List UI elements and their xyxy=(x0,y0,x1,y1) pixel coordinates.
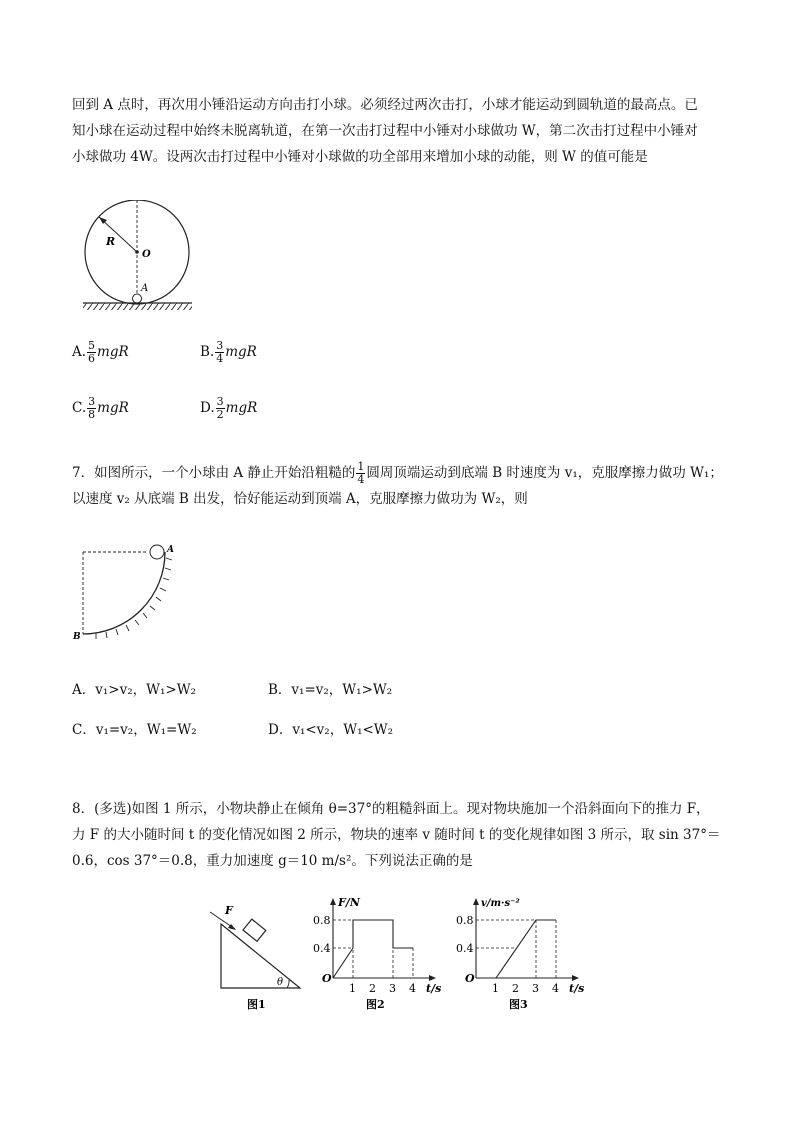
y-axis-label: v/m·s⁻² xyxy=(481,898,520,909)
x-axis-arrow xyxy=(429,975,436,981)
quarter-fraction: $\frac{1}{4}$ xyxy=(357,460,365,486)
x-tick-1: 1 xyxy=(349,982,356,995)
option-expr: mgR xyxy=(225,400,258,416)
guide-lines xyxy=(333,920,413,978)
force-curve xyxy=(333,920,413,978)
option-letter: C. xyxy=(72,400,87,416)
option-letter: B. xyxy=(200,344,215,360)
option-fraction: $\frac{5}{6}$ xyxy=(88,339,96,365)
q6-option-d[interactable] xyxy=(200,396,257,421)
ball-at-A xyxy=(150,545,164,559)
y-tick-0.8: 0.8 xyxy=(456,914,474,927)
x-tick-2: 2 xyxy=(369,982,376,995)
x-tick-1: 1 xyxy=(492,982,499,995)
q6-stem-line1: 回到 A 点时，再次用小锤沿运动方向击打小球。必须经过两次击打，小球才能运动到圆轨道的最高点。已 xyxy=(72,97,698,113)
q8-stem-line1: 8．(多选)如图 1 所示，小物块静止在倾角 θ=37°的粗糙斜面上。现对物块施加一个沿斜面向下的推力 F， xyxy=(72,801,710,817)
arc-hatch xyxy=(96,558,172,639)
q6-stem xyxy=(72,92,732,170)
label-O: O xyxy=(142,249,151,260)
velocity-curve xyxy=(496,920,556,978)
x-tick-4: 4 xyxy=(552,982,559,995)
option-fraction: $\frac{3}{8}$ xyxy=(88,395,96,421)
q8-fig2-force-time-graph xyxy=(312,892,452,1017)
x-tick-4: 4 xyxy=(409,982,416,995)
label-A: A xyxy=(141,283,149,294)
y-axis-arrow xyxy=(330,898,336,905)
y-tick-0.4: 0.4 xyxy=(456,942,474,955)
origin-label: O xyxy=(322,972,332,985)
q7-option-d[interactable]: D．v₁<v₂，W₁<W₂ xyxy=(268,722,394,738)
x-tick-3: 3 xyxy=(532,982,539,995)
option-expr: mgR xyxy=(97,400,129,416)
center-point xyxy=(135,250,139,254)
q8-stem-line2: 力 F 的大小随时间 t 的变化情况如图 2 所示，物块的速率 v 随时间 t 的变化规律如图 3 所示，取 sin 37°＝ xyxy=(72,827,721,843)
option-expr: mgR xyxy=(225,344,257,360)
q7-quarter-circle-figure xyxy=(70,538,190,648)
x-axis-label: t/s xyxy=(569,982,585,995)
q7-option-a[interactable]: A．v₁>v₂，W₁>W₂ xyxy=(72,682,197,698)
q7-stem-line1: 7．如图所示，一个小球由 A 静止开始沿粗糙的 $\frac{1}{4}$ 圆周顶端运动到底端 B 时速度为 v₁，克服摩擦力做功 W₁； xyxy=(72,460,723,486)
x-tick-2: 2 xyxy=(512,982,519,995)
option-fraction: $\frac{3}{4}$ xyxy=(216,339,224,365)
q8-fig3-velocity-time-graph xyxy=(455,892,595,1017)
q8-stem xyxy=(72,796,732,874)
angle-arc xyxy=(287,980,289,988)
q6-option-c[interactable] xyxy=(72,396,129,421)
x-axis-arrow xyxy=(572,975,579,981)
option-expr: mgR xyxy=(97,344,129,360)
y-tick-0.8: 0.8 xyxy=(313,914,331,927)
label-R: R xyxy=(106,235,116,248)
label-F: F xyxy=(225,904,233,917)
q6-stem-line3: 小球做功 4W。设两次击打过程中小锤对小球做的功全部用来增加小球的动能，则 W 的值可能是 xyxy=(72,149,648,165)
option-fraction: $\frac{3}{2}$ xyxy=(216,395,224,421)
x-axis-label: t/s xyxy=(426,982,442,995)
ball-at-A xyxy=(133,294,142,303)
fig2-caption: 图2 xyxy=(366,998,385,1011)
q8-fig1-incline xyxy=(205,900,305,1015)
label-theta: θ xyxy=(277,977,284,988)
quarter-arc xyxy=(83,552,165,634)
q7-stem xyxy=(72,460,732,512)
q6-option-a[interactable] xyxy=(72,340,129,365)
y-tick-0.4: 0.4 xyxy=(313,942,331,955)
q7-option-c[interactable]: C．v₁=v₂，W₁=W₂ xyxy=(72,722,197,738)
q6-stem-line2: 知小球在运动过程中始终未脱离轨道，在第一次击打过程中小锤对小球做功 W，第二次击打过程中小锤对 xyxy=(72,123,698,139)
fig1-caption: 图1 xyxy=(247,998,266,1011)
q6-option-b[interactable] xyxy=(200,340,257,365)
y-axis-label: F/N xyxy=(338,896,360,909)
x-tick-3: 3 xyxy=(389,982,396,995)
q7-option-b[interactable]: B．v₁=v₂，W₁>W₂ xyxy=(268,682,393,698)
y-axis-arrow xyxy=(473,898,479,905)
label-A: A xyxy=(167,545,174,555)
option-letter: D. xyxy=(200,400,215,416)
label-B: B xyxy=(73,632,81,642)
q7-stem-line2: 以速度 v₂ 从底端 B 出发，恰好能运动到顶端 A，克服摩擦力做功为 W₂，则 xyxy=(72,491,528,507)
q8-stem-line3: 0.6，cos 37°＝0.8，重力加速度 g＝10 m/s²。下列说法正确的是 xyxy=(72,853,473,869)
origin-label: O xyxy=(465,972,475,985)
q6-circle-figure xyxy=(80,200,200,315)
block xyxy=(243,919,266,941)
option-letter: A. xyxy=(72,344,87,360)
ground-hatch xyxy=(83,303,192,310)
fig3-caption: 图3 xyxy=(509,998,528,1011)
